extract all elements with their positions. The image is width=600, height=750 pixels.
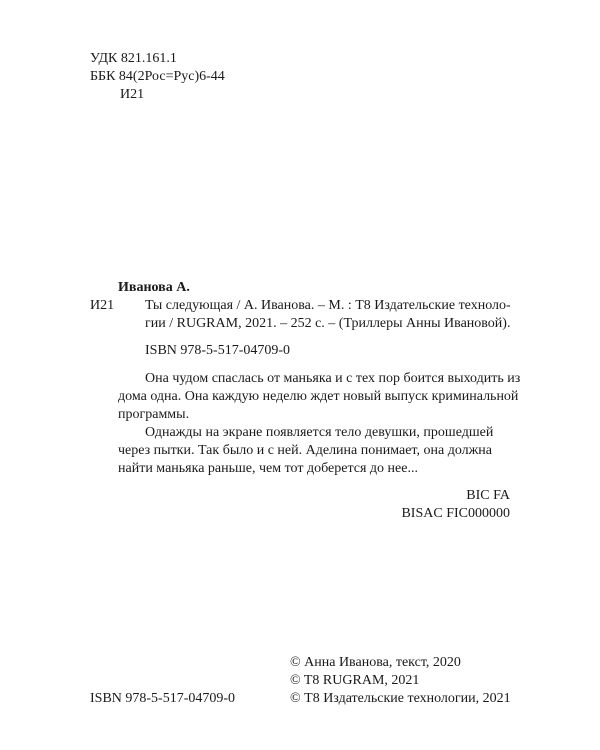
udk-bbk-block [90,50,225,104]
record-isbn: ISBN 978-5-517-04709-0 [145,343,291,358]
bisac-code: BISAC FIC000000 [401,506,510,521]
footer-isbn: ISBN 978-5-517-04709-0 [90,691,236,706]
author-mark: И21 [120,87,145,102]
record-description-line: Ты следующая / А. Иванова. – М. : Т8 Издательские техноло- [145,298,511,313]
bic-code: BIC FA [466,488,510,503]
annotation-line: Однажды на экране появляется тело девушки, прошедшей [145,425,494,440]
annotation-line: через пытки. Так было и с ней. Аделина понимает, она должна [118,443,492,458]
annotation-line: Она чудом спаслась от маньяка и с тех пор боится выходить из [145,371,521,386]
copyright-line: © Анна Иванова, текст, 2020 [290,655,461,670]
classification-codes [401,487,510,523]
annotation-line: программы. [118,407,190,422]
record-author-mark: И21 [90,298,115,313]
annotation-line: дома одна. Она каждую неделю ждет новый выпуск криминальной [118,389,519,404]
bbk-code: ББК 84(2Рос=Рус)6-44 [90,69,225,84]
record-author: Иванова А. [118,280,190,295]
udk-code: УДК 821.161.1 [90,51,177,66]
record-description [145,297,525,333]
copyright-line: © T8 RUGRAM, 2021 [290,673,420,688]
annotation [118,370,521,478]
copyright-block [290,654,511,708]
annotation-line: найти маньяка раньше, чем тот доберется до нее... [118,461,418,476]
record-description-line: гии / RUGRAM, 2021. – 252 с. – (Триллеры Анны Ивановой). [145,316,511,331]
copyright-line: © Т8 Издательские технологии, 2021 [290,691,511,706]
